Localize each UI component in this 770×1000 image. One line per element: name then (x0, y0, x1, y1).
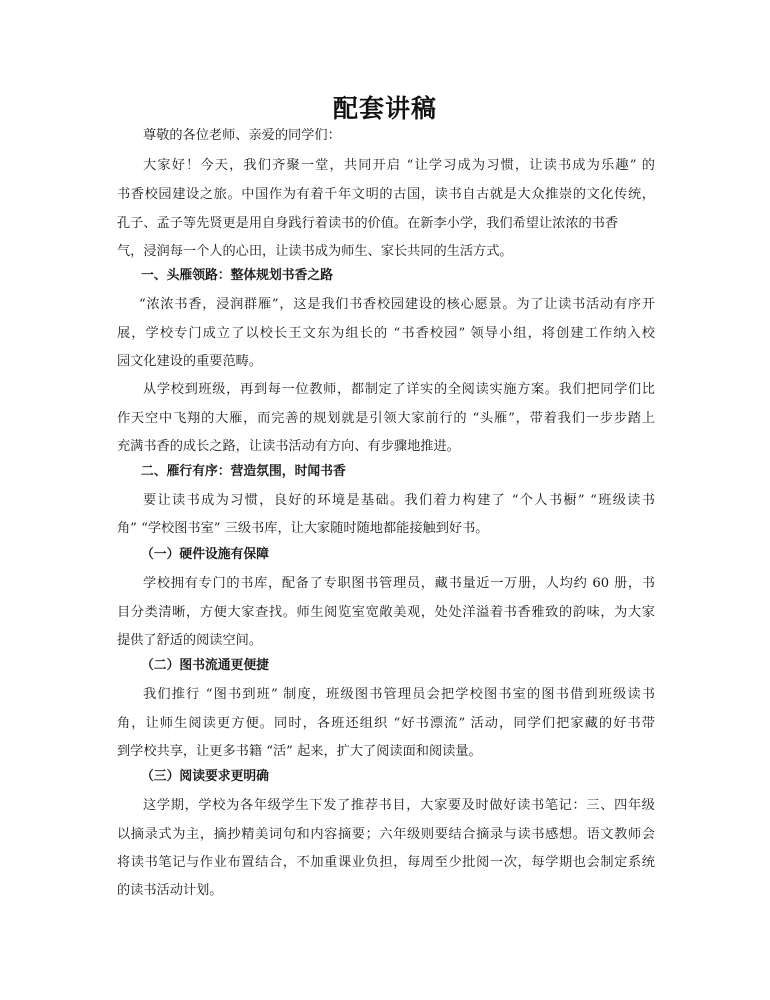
greeting-line: 尊敬的各位老师、亲爱的同学们： (143, 128, 341, 143)
paragraph-line: 气，浸润每一个人的心田，让读书成为师生、家长共同的生活方式。 (117, 244, 513, 259)
paragraph-line: 提供了舒适的阅读空间。 (117, 633, 263, 648)
subsection-heading-2: （二）图书流通更便捷 (141, 658, 269, 673)
subsection-heading-1: （一）硬件设施有保障 (141, 547, 269, 562)
paragraph-line: 大家好！今天，我们齐聚一堂，共同开启 “让学习成为习惯，让读书成为乐趣” 的 (143, 158, 655, 173)
paragraph-line: 孔子、孟子等先贤更是用自身践行着读书的价值。在新李小学，我们希望让浓浓的书香 (117, 216, 619, 231)
paragraph-line: 园文化建设的重要范畴。 (117, 354, 263, 369)
paragraph-line: 充满书香的成长之路，让读书活动有方向、有步骤地推进。 (117, 439, 460, 454)
paragraph-line: 书香校园建设之旅。中国作为有着千年文明的古国，读书自古就是大众推崇的文化传统， (117, 187, 655, 202)
paragraph-line: 角” “学校图书室” 三级书库，让大家随时随地都能接触到好书。 (117, 521, 489, 536)
paragraph-line: 要让读书成为习惯，良好的环境是基础。我们着力构建了 “个人书橱” “班级读书 (143, 493, 655, 508)
section-heading-1: 一、头雁领路：整体规划书香之路 (141, 268, 333, 283)
document-title: 配套讲稿 (332, 94, 437, 123)
paragraph-line: 这学期，学校为各年级学生下发了推荐书目，大家要及时做好读书笔记：三、四年级 (143, 798, 655, 813)
paragraph-line: 作天空中飞翔的大雁，而完善的规划就是引领大家前行的 “头雁”，带着我们一步步踏上 (117, 411, 655, 426)
paragraph-line: 将读书笔记与作业布置结合，不加重课业负担，每周至少批阅一次，每学期也会制定系统 (117, 855, 655, 870)
paragraph-line: 从学校到班级，再到每一位教师，都制定了详实的全阅读实施方案。我们把同学们比 (143, 382, 655, 397)
paragraph-line: 学校拥有专门的书库，配备了专职图书管理员，藏书量近一万册，人均约 60 册，书 (143, 576, 655, 591)
paragraph-line: “浓浓书香，浸润群雁”，这是我们书香校园建设的核心愿景。为了让读书活动有序开 (139, 297, 655, 312)
paragraph-line: 以摘录式为主，摘抄精美词句和内容摘要；六年级则要结合摘录与读书感想。语文教师会 (117, 827, 655, 842)
section-heading-2: 二、雁行有序：营造氛围，时闻书香 (141, 464, 346, 479)
paragraph-line: 的读书活动计划。 (117, 883, 223, 898)
paragraph-line: 目分类清晰，方便大家查找。师生阅览室宽敞美观，处处洋溢着书香雅致的韵味，为大家 (117, 605, 655, 620)
subsection-heading-3: （三）阅读要求更明确 (141, 769, 269, 784)
paragraph-line: 到学校共享，让更多书籍 “活” 起来，扩大了阅读面和阅读量。 (117, 744, 482, 759)
paragraph-line: 展，学校专门成立了以校长王文东为组长的 “书香校园” 领导小组，将创建工作纳入校 (117, 326, 655, 341)
paragraph-line: 我们推行 “图书到班” 制度，班级图书管理员会把学校图书室的图书借到班级读书 (143, 687, 655, 702)
paragraph-line: 角，让师生阅读更方便。同时，各班还组织 “好书漂流” 活动，同学们把家藏的好书带 (117, 716, 655, 731)
